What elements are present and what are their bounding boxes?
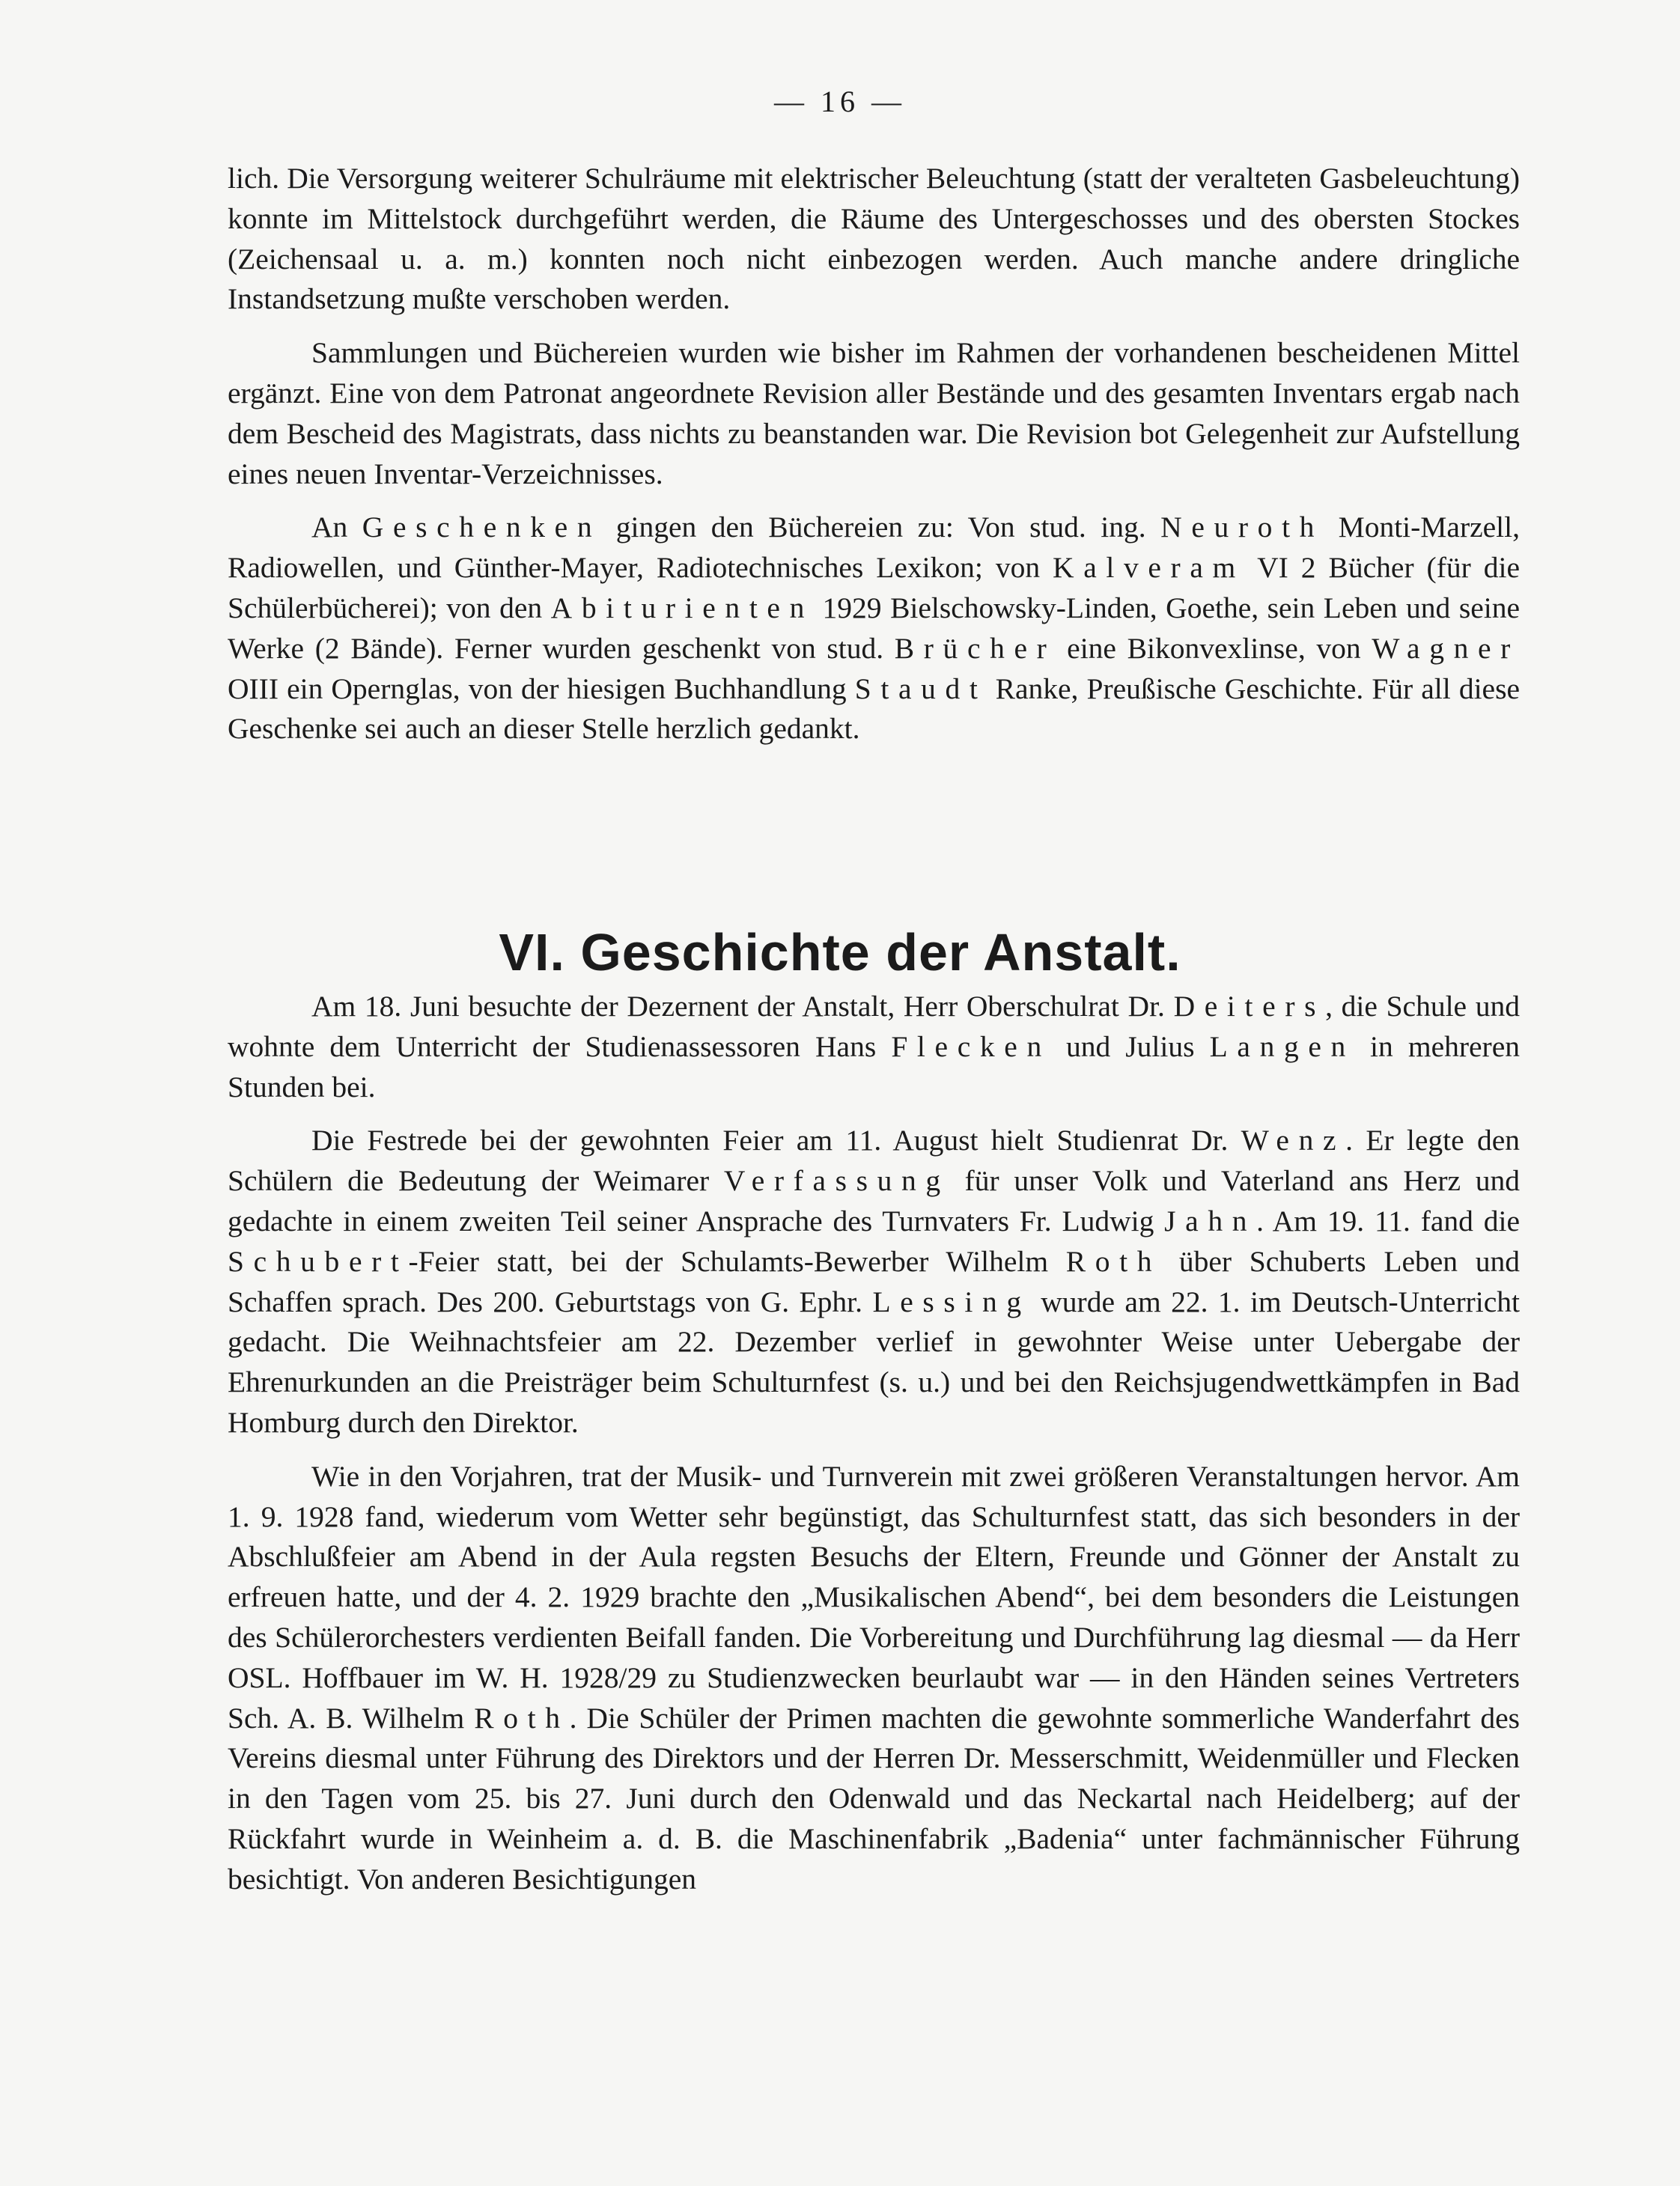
spaced-name: Abiturienten xyxy=(550,591,814,624)
bottom-text-block xyxy=(228,987,1520,1913)
spaced-emphasis: Geschenken xyxy=(362,511,602,544)
spaced-name: Roth xyxy=(474,1701,570,1735)
page-number: — 16 — xyxy=(774,85,906,118)
paragraph-music-sports-club: Wie in den Vorjahren, trat der Musik- und Turnverein mit zwei größeren Veranstaltungen hervor. Am 1. 9. 1928 fand, wiederum vom Wetter sehr begünstigt, das Schulturnfest statt, das sich besonders in der Abschlußfeier am Abend in der Aula regsten Besuchs der Eltern, Freunde und Gönner der Anstalt zu erfreuen hatte, und der 4. 2. 1929 brachte den „Musikalischen Abend“, bei dem besonders die Leistungen des Schülerorchesters verdienten Beifall fanden. Die Vorbereitung und Durchführung lag diesmal — da Herr OSL. Hoffbauer im W. H. 1928/29 zu Studienzwecken beurlaubt war — in den Händen seines Vertreters Sch. A. B. Wilhelm Roth. Die Schüler der Primen machten die gewohnte sommerliche Wanderfahrt des Vereins diesmal unter Führung des Direktors und der Herren Dr. Messerschmitt, Weidenmüller und Flecken in den Tagen vom 25. bis 27. Juni durch den Odenwald und das Neckartal nach Heidelberg; auf der Rückfahrt wurde in Weinheim a. d. B. die Maschinenfabrik „Badenia“ unter fachmännischer Führung besichtigt. Von anderen Besichtigungen xyxy=(228,1459,1520,1896)
spaced-name: Neuroth xyxy=(1160,511,1324,544)
paragraph-celebrations: Die Festrede bei der gewohnten Feier am 11. August hielt Studienrat Dr. Wenz. Er legte den Schülern die Bedeutung der Weimarer Verfassung für unser Volk und Vaterland ans Herz und gedachte in einem zweiten Teil seiner Ansprache des Turnvaters Fr. Ludwig Jahn. Am 19. 11. fand die Schubert-Feier statt, bei der Schulamts-Bewerber Wilhelm Roth über Schuberts Leben und Schaffen sprach. Des 200. Geburtstags von G. Ephr. Lessing wurde am 22. 1. im Deutsch-Unterricht gedacht. Die Weihnachtsfeier am 22. Dezember verlief in gewohnter Weise unter Uebergabe der Ehrenurkunden an die Preisträger beim Schulturnfest (s. u.) und bei den Reichsjugendwettkämpfen in Bad Homburg durch den Direktor. xyxy=(228,1124,1521,1439)
spaced-name: Jahn xyxy=(1164,1204,1257,1237)
spaced-name: Flecken xyxy=(891,1029,1051,1063)
spaced-name: Roth xyxy=(1065,1244,1162,1278)
spaced-name: Wagner xyxy=(1372,631,1520,665)
paragraph-collections: Sammlungen und Büchereien wurden wie bisher im Rahmen der vorhandenen bescheidenen Mittel ergänzt. Eine von dem Patronat angeordnete Revision aller Bestände und des gesamten Inventars ergab nach dem Bescheid des Magistrats, dass nichts zu beanstanden war. Die Revision bot Gelegenheit zur Aufstellung eines neuen Inventar-Verzeichnisses. xyxy=(228,336,1520,490)
spaced-name: Brücher xyxy=(894,631,1056,665)
spaced-name: Kalveram xyxy=(1053,551,1245,585)
spaced-name: Schubert xyxy=(228,1244,409,1278)
spaced-name: Deiters xyxy=(1173,990,1326,1023)
spaced-emphasis: Verfassung xyxy=(723,1164,950,1198)
paragraph-electric-lighting: lich. Die Versorgung weiterer Schulräume mit elektrischer Beleuchtung (statt der veralteten Gasbeleuchtung) konnte im Mittelstock durchgeführt werden, die Räume des Untergeschosses und des obersten Stockes (Zeichensaal u. a. m.) konnten noch nicht einbezogen werden. Auch manche andere dringliche Instandsetzung mußte verschoben werden. xyxy=(228,162,1520,316)
section-heading: VI. Geschichte der Anstalt. xyxy=(499,923,1181,981)
paragraph-gifts: An Geschenken gingen den Büchereien zu: Von stud. ing. Neuroth Monti-Marzell, Radiowellen, und Günther-Mayer, Radiotechnisches Lexikon; von Kalveram VI 2 Bücher (für die Schülerbücherei); von den Abiturienten 1929 Bielschowsky-Linden, Goethe, sein Leben und seine Werke (2 Bände). Ferner wurden geschenkt von stud. Brücher eine Bikonvexlinse, von Wagner OIII ein Opernglas, von der hiesigen Buchhandlung Staudt Ranke, Preußische Geschichte. Für all diese Geschenke sei auch an dieser Stelle herzlich gedankt. xyxy=(228,511,1520,746)
spaced-name: Lessing xyxy=(872,1285,1031,1318)
spaced-name: Wenz xyxy=(1241,1124,1346,1157)
spaced-name: Staudt xyxy=(854,672,987,705)
spaced-name: Langen xyxy=(1209,1029,1355,1063)
top-text-block xyxy=(228,159,1520,763)
paragraph-visit: Am 18. Juni besuchte der Dezernent der Anstalt, Herr Oberschulrat Dr. Deiters, die Schule und wohnte dem Unterricht der Studienassessoren Hans Flecken und Julius Langen in mehreren Stunden bei. xyxy=(228,990,1521,1103)
